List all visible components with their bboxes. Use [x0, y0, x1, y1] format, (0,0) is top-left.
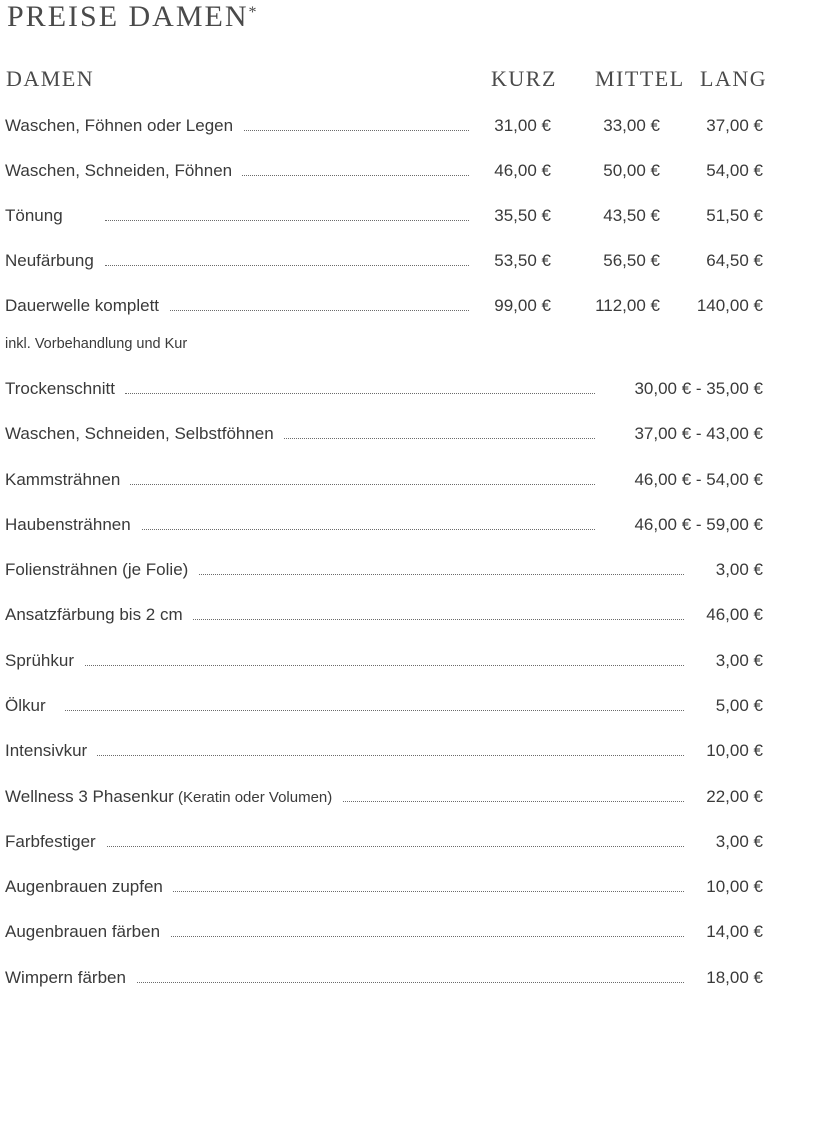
dot-leader: [105, 204, 469, 221]
price-single: 3,00 €: [715, 650, 763, 670]
price-short: 31,00 €: [494, 116, 551, 135]
header-category: DAMEN: [6, 66, 95, 91]
dot-leader: [105, 249, 469, 266]
item-name: Waschen, Föhnen oder Legen: [5, 114, 243, 138]
item-name: Trockenschnitt: [5, 377, 125, 401]
dot-leader: [125, 377, 595, 394]
item-name: Augenbrauen zupfen: [5, 875, 173, 899]
price-single: 18,00 €: [706, 967, 763, 987]
item-name: Farbfestiger: [5, 830, 106, 854]
price-row: [5, 875, 765, 899]
header-long: LANG: [700, 66, 768, 91]
price-medium: 43,50 €: [603, 206, 660, 225]
price-range: 46,00 € - 54,00 €: [634, 469, 763, 489]
item-name: Ansatzfärbung bis 2 cm: [5, 603, 193, 627]
item-name: Foliensträhnen (je Folie): [5, 558, 198, 582]
price-short: 46,00 €: [494, 161, 551, 180]
dot-leader: [65, 694, 684, 711]
item-name: Dauerwelle komplett: [5, 294, 169, 318]
item-name: Tönung: [5, 204, 73, 228]
price-row: [5, 694, 765, 718]
price-row: [5, 422, 765, 446]
item-name: Ölkur: [5, 694, 56, 718]
price-row: [5, 204, 765, 228]
price-row: [5, 468, 765, 492]
price-long: 54,00 €: [706, 161, 763, 180]
price-range: 37,00 € - 43,00 €: [634, 424, 763, 444]
item-name: Haubensträhnen: [5, 513, 141, 537]
price-single: 22,00 €: [706, 786, 763, 806]
price-medium: 112,00 €: [595, 296, 660, 315]
price-row: [5, 966, 765, 990]
dot-leader: [65, 649, 684, 666]
price-long: 64,50 €: [706, 251, 763, 270]
dauerwelle-note: inkl. Vorbehandlung und Kur: [5, 336, 188, 352]
page-title: PREISE DAMEN*: [7, 0, 257, 33]
price-single: 10,00 €: [706, 741, 763, 761]
item-name: Waschen, Schneiden, Föhnen: [5, 159, 242, 183]
item-name: Wimpern färben: [5, 966, 136, 990]
footnote-mark: *: [248, 4, 257, 21]
dot-leader: [125, 513, 595, 530]
price-row: [5, 739, 765, 763]
price-range: 46,00 € - 59,00 €: [634, 514, 763, 534]
price-row: [5, 159, 765, 183]
price-single: 3,00 €: [715, 560, 763, 579]
price-medium: 56,50 €: [603, 251, 660, 270]
price-row: [5, 249, 765, 273]
price-single: 5,00 €: [715, 695, 763, 715]
dot-leader: [65, 966, 684, 983]
price-long: 37,00 €: [706, 116, 763, 135]
dot-leader: [125, 468, 595, 485]
price-single: 46,00 €: [706, 605, 763, 625]
price-medium: 50,00 €: [603, 161, 660, 180]
price-row: [5, 377, 765, 401]
item-name: Kammsträhnen: [5, 468, 130, 492]
price-row: [5, 558, 765, 582]
price-row: [5, 294, 765, 318]
price-short: 35,50 €: [494, 206, 551, 225]
price-row: [5, 785, 765, 809]
price-row: [5, 830, 765, 854]
item-name-suffix: (Keratin oder Volumen): [173, 788, 333, 806]
item-name: Augenbrauen färben: [5, 920, 170, 944]
price-long: 140,00 €: [696, 296, 763, 315]
price-range: 30,00 € - 35,00 €: [634, 379, 763, 398]
header-short: KURZ: [491, 66, 557, 91]
item-name: Sprühkur: [5, 649, 84, 673]
item-name: Wellness 3 Phasenkur (Keratin oder Volumen): [5, 785, 342, 810]
price-single: 3,00 €: [715, 831, 763, 851]
dot-leader: [65, 830, 684, 847]
item-name: Waschen, Schneiden, Selbstföhnen: [5, 422, 284, 446]
price-row: [5, 114, 765, 138]
price-row: [5, 513, 765, 537]
dot-leader: [65, 739, 684, 756]
price-single: 14,00 €: [706, 922, 763, 942]
price-medium: 33,00 €: [603, 116, 660, 135]
item-name: Intensivkur: [5, 739, 97, 763]
item-name: Neufärbung: [5, 249, 104, 273]
price-short: 53,50 €: [494, 251, 551, 270]
header-medium: MITTEL: [595, 66, 685, 91]
price-row: [5, 920, 765, 944]
price-short: 99,00 €: [494, 296, 551, 315]
price-row: [5, 649, 765, 673]
price-row: [5, 603, 765, 627]
price-long: 51,50 €: [706, 206, 763, 225]
price-single: 10,00 €: [706, 877, 763, 897]
